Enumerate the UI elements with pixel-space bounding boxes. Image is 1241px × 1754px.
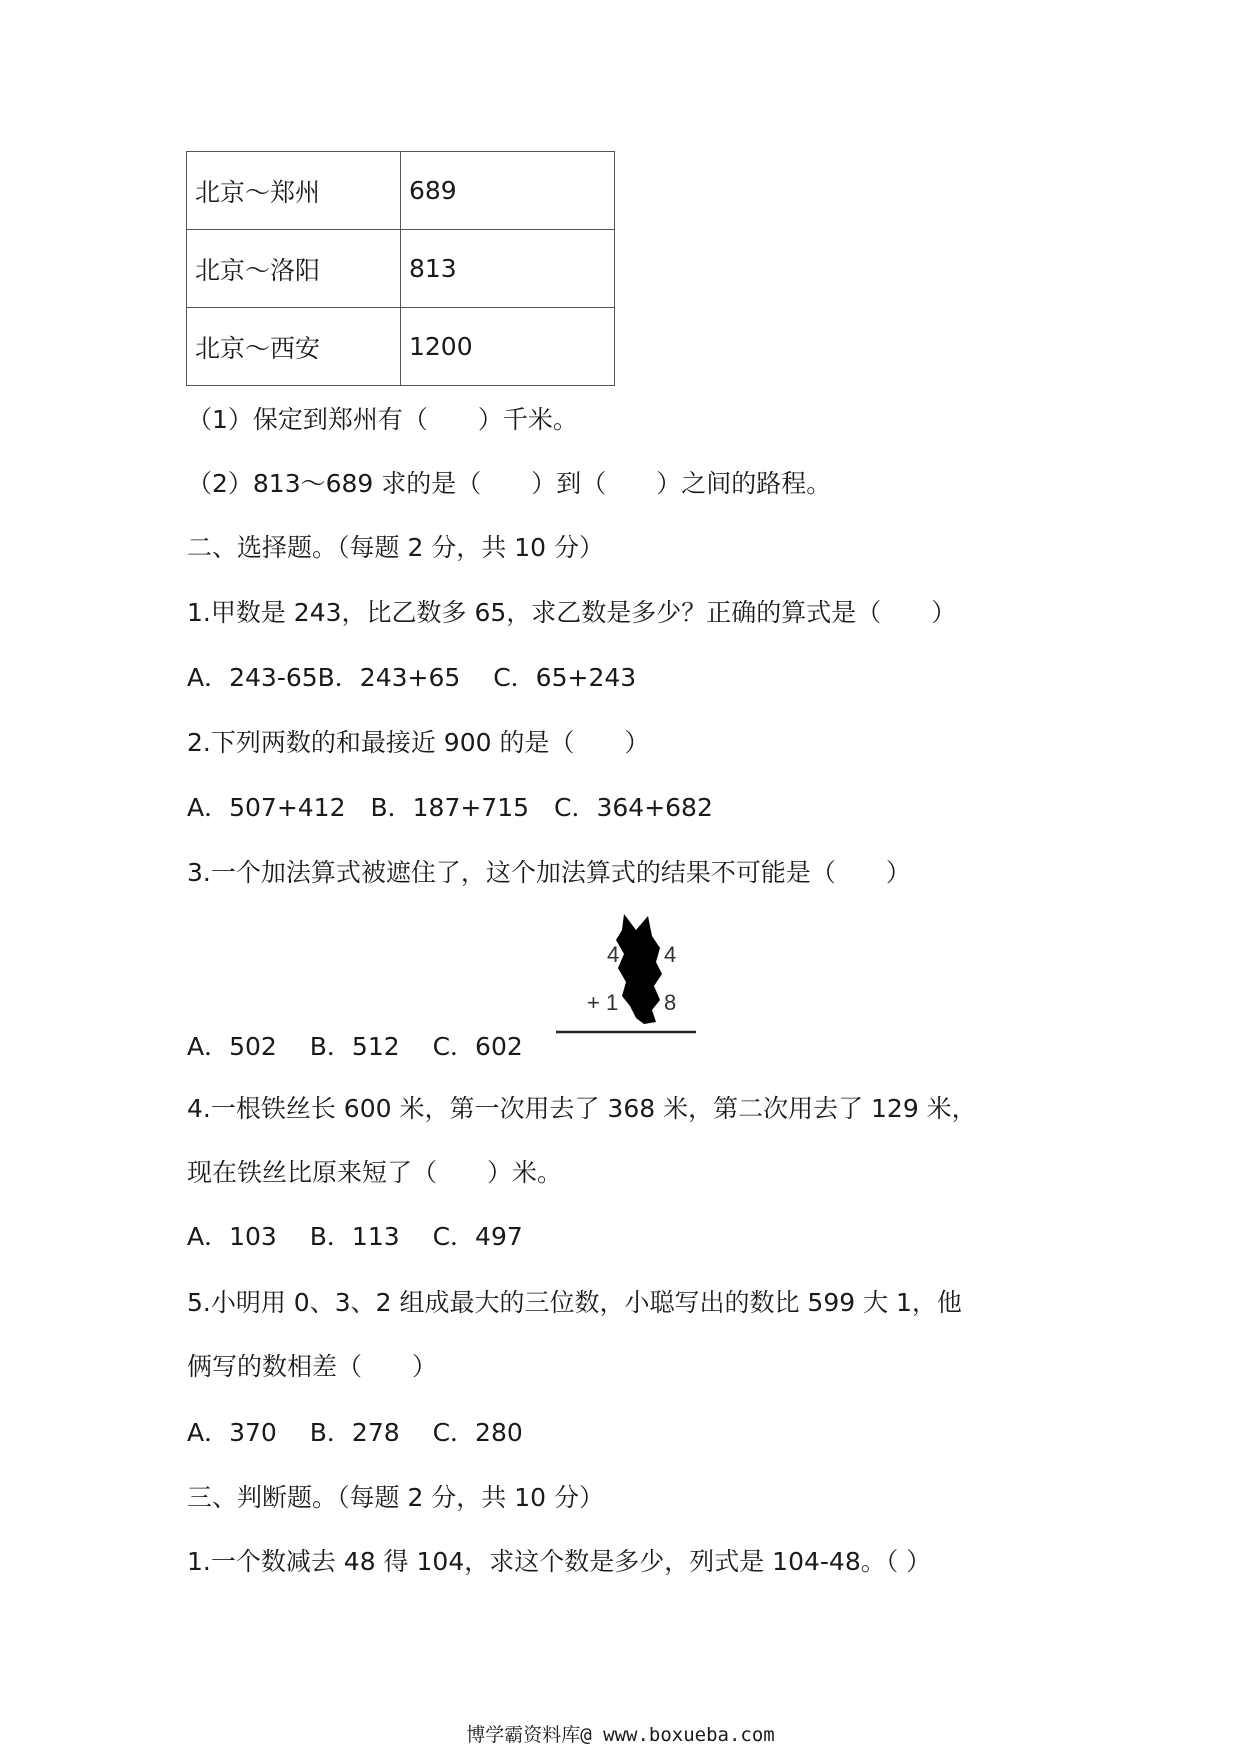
table-row <box>187 308 615 386</box>
footer-watermark: 博学霸资料库@ www.boxueba.com <box>466 1724 775 1746</box>
table-row <box>187 230 615 308</box>
q2-options: A．507+412 B．187+715 C．364+682 <box>187 793 713 822</box>
distance-cell: 689 <box>401 152 615 230</box>
q1-options: A．243-65B．243+65 C．65+243 <box>187 663 637 692</box>
q4-options: A．103 B．113 C．497 <box>187 1222 523 1251</box>
q3-stem: 3.一个加法算式被遮住了，这个加法算式的结果不可能是（ ） <box>187 858 911 887</box>
distance-table <box>186 151 615 386</box>
q5-stem-line1: 5.小明用 0、3、2 组成最大的三位数，小聪写出的数比 599 大 1，他 <box>187 1288 962 1317</box>
figure-digit: 4 <box>664 942 677 967</box>
fill-question-2: （2）813～689 求的是（ ）到（ ）之间的路程。 <box>187 469 832 498</box>
table-row <box>187 152 615 230</box>
figure-digit: 8 <box>664 990 677 1015</box>
q4-stem-line1: 4.一根铁丝长 600 米，第一次用去了 368 米，第二次用去了 129 米， <box>187 1094 977 1123</box>
route-cell: 北京～西安 <box>187 308 401 386</box>
route-cell: 北京～洛阳 <box>187 230 401 308</box>
q1-stem: 1.甲数是 243，比乙数多 65，求乙数是多少？正确的算式是（ ） <box>187 598 957 627</box>
distance-cell: 1200 <box>401 308 615 386</box>
figure-operator: + 1 <box>587 990 619 1015</box>
figure-digit: 4 <box>607 942 620 967</box>
ink-blot <box>616 914 662 1024</box>
q5-options: A．370 B．278 C．280 <box>187 1418 523 1447</box>
fill-question-1: （1）保定到郑州有（ ）千米。 <box>187 405 578 434</box>
section-2-title: 二、选择题。（每题 2 分，共 10 分） <box>187 533 605 562</box>
q3-options: A．502 B．512 C．602 <box>187 1032 523 1061</box>
judge-question-1: 1.一个数减去 48 得 104，求这个数是多少，列式是 104-48。（ ） <box>187 1547 932 1576</box>
section-3-title: 三、判断题。（每题 2 分，共 10 分） <box>187 1483 605 1512</box>
q2-stem: 2.下列两数的和最接近 900 的是（ ） <box>187 728 650 757</box>
distance-cell: 813 <box>401 230 615 308</box>
q4-stem-line2: 现在铁丝比原来短了（ ）米。 <box>187 1158 563 1187</box>
q5-stem-line2: 俩写的数相差（ ） <box>187 1352 438 1381</box>
route-cell: 北京～郑州 <box>187 152 401 230</box>
covered-addition-figure <box>556 910 706 1045</box>
